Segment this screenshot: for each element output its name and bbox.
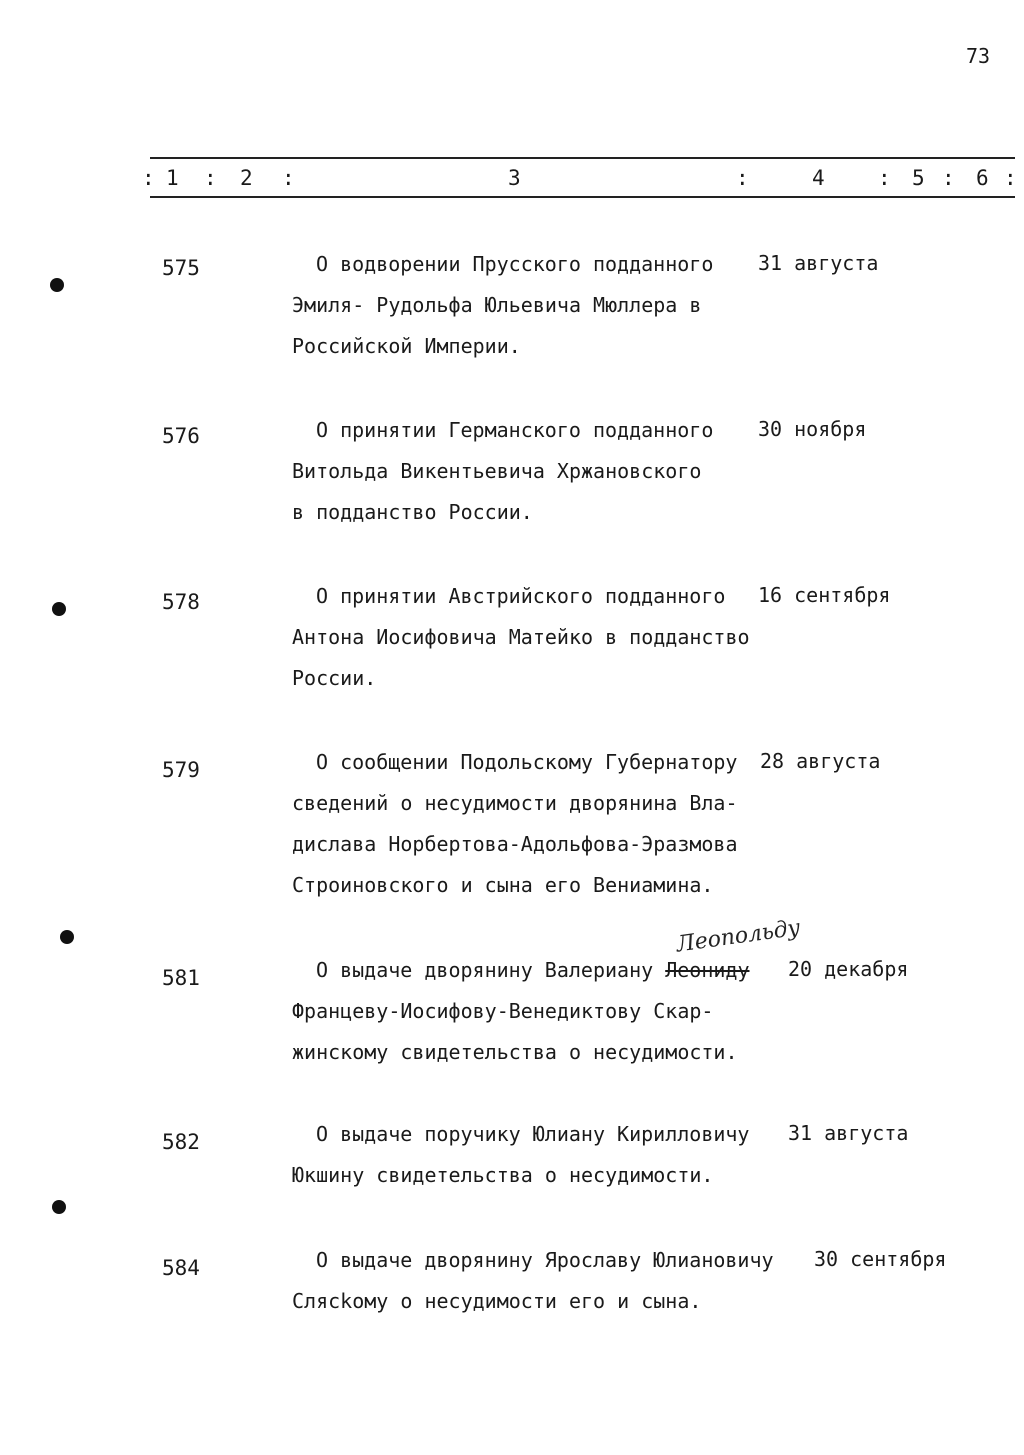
entry-title — [292, 1240, 774, 1322]
entry-date: 20 декабря — [788, 957, 909, 981]
entry-number: 584 — [162, 1256, 200, 1280]
col-separator: : — [282, 166, 295, 190]
col-separator: : — [942, 166, 955, 190]
entry-number: 575 — [162, 256, 200, 280]
col-separator: : — [1004, 166, 1017, 190]
punch-hole — [50, 278, 64, 292]
punch-hole — [52, 1200, 66, 1214]
col-header-1: 1 — [166, 166, 179, 190]
entry-line: жинскому свидетельства о несудимости. — [292, 1040, 738, 1064]
col-header-6: 6 — [976, 166, 989, 190]
entry-line: Российской Империи. — [292, 334, 521, 358]
entry-number: 578 — [162, 590, 200, 614]
entry-line: О водворении Прусского подданного — [316, 252, 714, 276]
entry-line: О принятии Австрийского подданного — [316, 584, 726, 608]
entry-title — [292, 244, 762, 367]
entry-line: Слясkому о несудимости его и сына. — [292, 1289, 702, 1313]
entry-line: О сообщении Подольскому Губернатору — [316, 750, 738, 774]
entry-line: дислава Норбертова-Адольфова-Эразмова — [292, 832, 738, 856]
entry-line: в подданство России. — [292, 500, 533, 524]
punch-hole — [52, 602, 66, 616]
entry-title — [292, 950, 762, 1073]
entry-date: 16 сентября — [758, 583, 891, 607]
entry-line: О выдаче дворянину Ярославу Юлиановичу — [316, 1248, 774, 1272]
col-header-4: 4 — [812, 166, 825, 190]
struck-word: Леониду — [665, 958, 750, 982]
entry-date: 30 ноября — [758, 417, 867, 441]
entry-line: России. — [292, 666, 377, 690]
table-header-bottom-rule — [150, 196, 1015, 198]
entry-date: 30 сентября — [814, 1247, 947, 1271]
entry-date: 31 августа — [758, 251, 879, 275]
entry-title — [292, 742, 762, 906]
entry-date: 28 августа — [760, 749, 881, 773]
entry-line: О выдаче поручику Юлиану Кирилловичу — [316, 1122, 750, 1146]
entry-line: Антона Иосифовича Матейко в подданство — [292, 625, 750, 649]
entry-number: 576 — [162, 424, 200, 448]
table-header-top-rule — [150, 157, 1015, 159]
col-header-3: 3 — [508, 166, 521, 190]
col-separator: : — [142, 166, 155, 190]
entry-line: Францеву-Иосифову-Венедиктову Скар- — [292, 999, 714, 1023]
entry-title — [292, 576, 762, 699]
col-header-5: 5 — [912, 166, 925, 190]
entry-line-prefix: О выдаче дворянину Валериану — [316, 958, 666, 982]
entry-line — [292, 950, 762, 991]
entry-number: 582 — [162, 1130, 200, 1154]
col-separator: : — [878, 166, 891, 190]
entry-line: Эмиля- Рудольфа Юльевича Мюллера в — [292, 293, 702, 317]
punch-hole — [60, 930, 74, 944]
entry-line: Витольда Викентьевича Хржановского — [292, 459, 702, 483]
handwritten-correction: Леопольду — [674, 915, 802, 958]
col-separator: : — [204, 166, 217, 190]
col-separator: : — [736, 166, 749, 190]
entry-date: 31 августа — [788, 1121, 909, 1145]
entry-number: 581 — [162, 966, 200, 990]
entry-line: Юкшину свидетельства о несудимости. — [292, 1163, 714, 1187]
entry-line: Строиновского и сына его Вениамина. — [292, 873, 714, 897]
entry-title — [292, 1114, 762, 1196]
entry-number: 579 — [162, 758, 200, 782]
entry-line: сведений о несудимости дворянина Вла- — [292, 791, 738, 815]
col-header-2: 2 — [240, 166, 253, 190]
page-number: 73 — [966, 44, 991, 68]
entry-line: О принятии Германского подданного — [316, 418, 714, 442]
entry-title — [292, 410, 762, 533]
